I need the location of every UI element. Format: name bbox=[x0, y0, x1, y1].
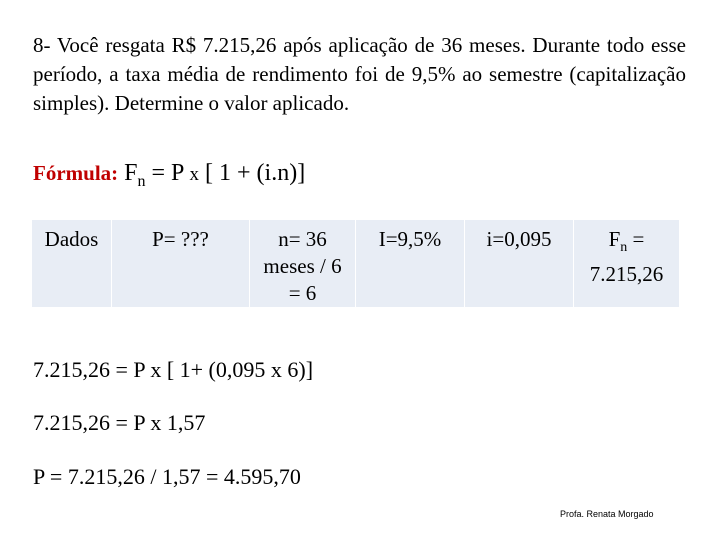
cell-dados-text: Dados bbox=[44, 227, 99, 251]
cell-taxa-decimal bbox=[465, 220, 574, 308]
formula-x: x bbox=[189, 164, 200, 185]
formula-sub: n bbox=[137, 173, 146, 190]
calc-line-3: P = 7.215,26 / 1,57 = 4.595,70 bbox=[33, 464, 301, 489]
formula-f: F bbox=[124, 160, 138, 186]
cell-n-line2: meses / 6 bbox=[263, 254, 342, 278]
calc-line-1: 7.215,26 = P x [ 1+ (0,095 x 6)] bbox=[33, 357, 314, 382]
calc-line-2: 7.215,26 = P x 1,57 bbox=[33, 410, 206, 435]
cell-taxa-decimal-text: i=0,095 bbox=[486, 227, 552, 251]
cell-n-line1: n= 36 bbox=[278, 227, 327, 251]
problem-statement: 8- Você resgata R$ 7.215,26 após aplicação de 36 meses. Durante todo esse período, a taxa média de rendimento foi de 9,5% ao semestre (capitalização simples). Determine o valor aplicado. bbox=[33, 33, 686, 115]
data-table bbox=[31, 219, 680, 308]
cell-n bbox=[250, 220, 356, 308]
formula-line bbox=[33, 160, 305, 191]
formula-rest: [ 1 + (i.n)] bbox=[205, 160, 306, 186]
cell-fn-eq: = bbox=[632, 227, 645, 251]
cell-fn-value: 7.215,26 bbox=[589, 262, 664, 286]
cell-fn-line1 bbox=[578, 226, 675, 261]
cell-fn bbox=[574, 220, 680, 308]
cell-p bbox=[112, 220, 250, 308]
cell-p-text: P= ??? bbox=[152, 227, 209, 251]
cell-fn-sub: n bbox=[620, 240, 628, 255]
table-row bbox=[32, 220, 680, 308]
cell-dados bbox=[32, 220, 112, 308]
author-footer: Profa. Renata Morgado bbox=[560, 509, 654, 519]
formula-eq: = P bbox=[151, 160, 184, 186]
cell-fn-f: F bbox=[608, 227, 621, 251]
cell-taxa-percent-text: I=9,5% bbox=[378, 227, 442, 251]
cell-n-line3: = 6 bbox=[288, 281, 317, 305]
cell-taxa-percent bbox=[356, 220, 465, 308]
formula-label: Fórmula: bbox=[33, 161, 119, 185]
